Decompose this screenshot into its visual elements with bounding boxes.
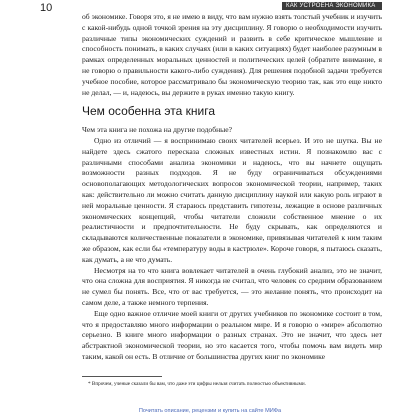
page-body [82, 12, 382, 363]
running-head: КАК УСТРОЕНА ЭКОНОМИКА [282, 2, 382, 10]
footer-link[interactable]: Почитать описание, рецензии и купить на сайте МИФа [138, 408, 282, 414]
page-number: 10 [40, 2, 53, 14]
section-title: Чем особенна эта книга [82, 104, 216, 119]
paragraph: Еще одно важное отличие моей книги от других учебников по экономике состоит в том, что я предоставляю много информации о реальном мире. И я говорю о «мире» абсолютно серьезно. В книге много информации о разных странах. Это не значит, что здесь нет абстрактной экономической теории, но это касается того, чтобы помочь вам видеть мир таким, какой он есть. В отличие от большинства других книг по экономике [82, 308, 382, 361]
paragraph: об экономике. Говоря это, я не имею в виду, что вам нужно взять толстый учебник и изучить с какой-нибудь одной точкой зрения на эту дисциплину. Я говорю о необходимости изучить различные типы экономических суждений и развить в себе критическое мышление и способность понимать, в каких случаях (или в каких ситуациях) будет наиболее разумным в рамках определенных моральных ценностей и политических целей (обратите внимание, я не говорю о правильности какого-либо суждения). Для решения подобной задачи требуется учебное пособие, которое рассматривало бы экономическую теорию так, как это еще никто не делал, — и, надеюсь, вы держите в руках именно такую книгу. [82, 12, 382, 97]
footnote: * Впрочем, ученые сказали бы вам, что даже эти цифры нельзя считать полностью объективными. [88, 381, 306, 387]
lead-question: Чем эта книга не похожа на другие подобные? [82, 125, 232, 135]
paragraph: Несмотря на то что книга вовлекает читателей в очень глубокий анализ, это не значит, что она сложна для восприятия. Я никогда не считал, что человек со средним образованием не сумел бы понять. Все, что от вас требуется, — это желание понять, что происходит на самом деле, а также немного терпения. [82, 265, 382, 307]
footnote-divider [82, 376, 162, 377]
paragraph: Одно из отличий — я воспринимаю своих читателей всерьез. И это не шутка. Вы не найдете здесь сжатого пересказа сложных известных истин. Я познакомлю вас с различными способами анализа экономики и надеюсь, что вы начнете ощущать возможности разных подходов. Я не буду ограничиваться обсуждениями основополагающих методологических вопросов экономической теории, например, таких как: действительно ли можно считать данную дисциплину наукой или какую роль играют в ней моральные ценности. Я стараюсь представить гипотезы, лежащие в основе различных экономических концепций, чтобы читатели сложили собственное мнение о их реалистичности и предпочтительности. Не буду скрывать, как определяются и складываются количественные показатели в экономике, привязывая читателей к ним таким же образом, как если бы «температуру воды в кастрюле». Короче говоря, я пытаюсь сказать, как думать, а не что думать. [82, 135, 382, 264]
